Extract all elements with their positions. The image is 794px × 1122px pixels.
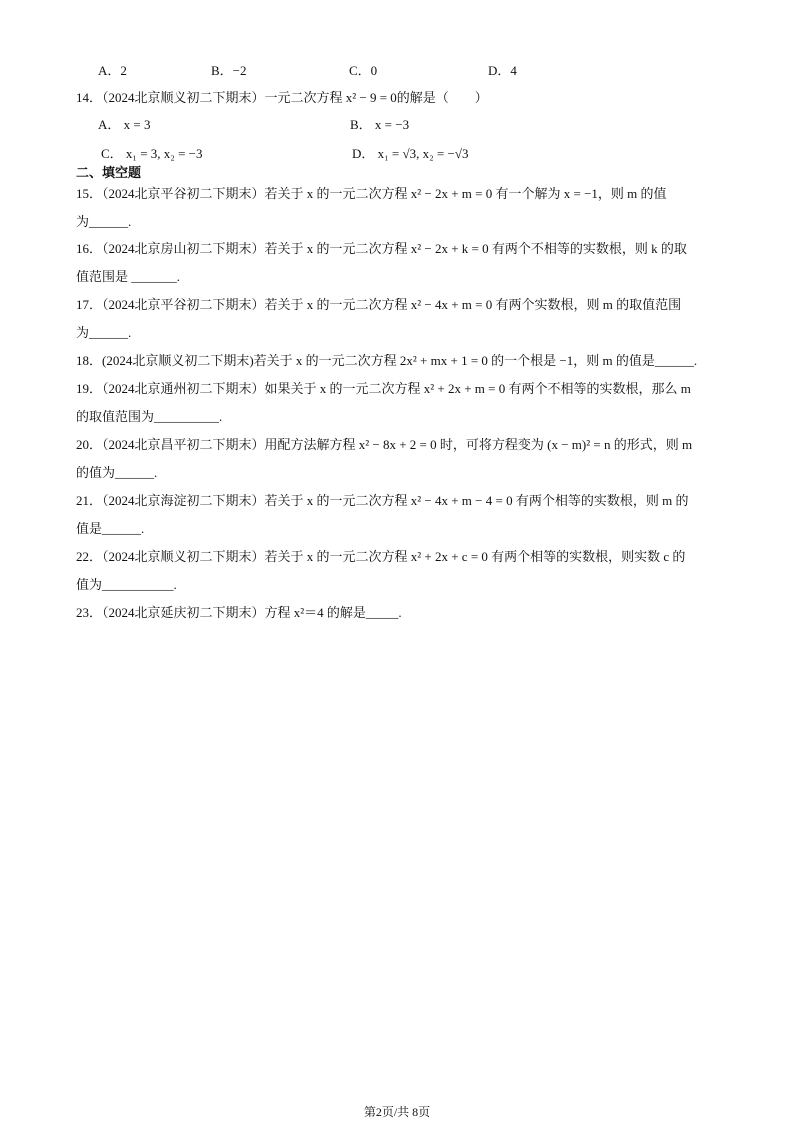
q16-line-1: 16．（2024北京房山初二下期末）若关于 x 的一元二次方程 x² − 2x + k = 0 有两个不相等的实数根，则 k 的取: [76, 241, 687, 256]
q19-line-1: 19．（2024北京通州初二下期末）如果关于 x 的一元二次方程 x² + 2x + m = 0 有两个不相等的实数根，那么 m: [76, 381, 691, 396]
page-number-footer: 第2页/共 8页: [363, 1105, 431, 1119]
q18-line-1: 18．(2024北京顺义初二下期末)若关于 x 的一元二次方程 2x² + mx + 1 = 0 的一个根是 −1，则 m 的值是______.: [76, 353, 698, 368]
q15-line-2: 为______.: [76, 214, 132, 229]
q21-line-2: 值是______.: [76, 521, 145, 536]
section-heading: 二、填空题: [76, 165, 142, 180]
q22-line-2: 值为___________.: [76, 577, 177, 592]
q13-option-d: D．4: [488, 63, 517, 78]
q20-line-2: 的值为______.: [76, 465, 158, 480]
q23-line-1: 23．（2024北京延庆初二下期末）方程 x²＝4 的解是_____.: [76, 605, 402, 620]
q21-line-1: 21．（2024北京海淀初二下期末）若关于 x 的一元二次方程 x² − 4x + m − 4 = 0 有两个相等的实数根，则 m 的: [76, 493, 689, 508]
q14-option-a: A． x = 3: [98, 117, 151, 132]
q14-stem: 14．（2024北京顺义初二下期末）一元二次方程 x² − 9 = 0的解是（ ）: [76, 90, 488, 105]
q14-option-d: D． x₁ = √3, x₂ = −√3: [352, 146, 469, 161]
q13-option-b: B．−2: [211, 63, 247, 78]
q20-line-1: 20．（2024北京昌平初二下期末）用配方法解方程 x² − 8x + 2 = 0 时，可将方程变为 (x − m)² = n 的形式，则 m: [76, 437, 693, 452]
q13-option-c: C．0: [349, 63, 378, 78]
q19-line-2: 的取值范围为__________.: [76, 409, 223, 424]
q17-line-1: 17．（2024北京平谷初二下期末）若关于 x 的一元二次方程 x² − 4x + m = 0 有两个实数根，则 m 的取值范围: [76, 297, 682, 312]
q14-option-b: B． x = −3: [350, 117, 410, 132]
q14-option-c: C． x₁ = 3, x₂ = −3: [101, 146, 203, 161]
q22-line-1: 22．（2024北京顺义初二下期末）若关于 x 的一元二次方程 x² + 2x + c = 0 有两个相等的实数根，则实数 c 的: [76, 549, 686, 564]
q16-line-2: 值范围是 _______.: [76, 269, 181, 284]
q15-line-1: 15．（2024北京平谷初二下期末）若关于 x 的一元二次方程 x² − 2x + m = 0 有一个解为 x = −1，则 m 的值: [76, 186, 667, 201]
q17-line-2: 为______.: [76, 325, 132, 340]
q13-option-a: A．2: [98, 63, 127, 78]
